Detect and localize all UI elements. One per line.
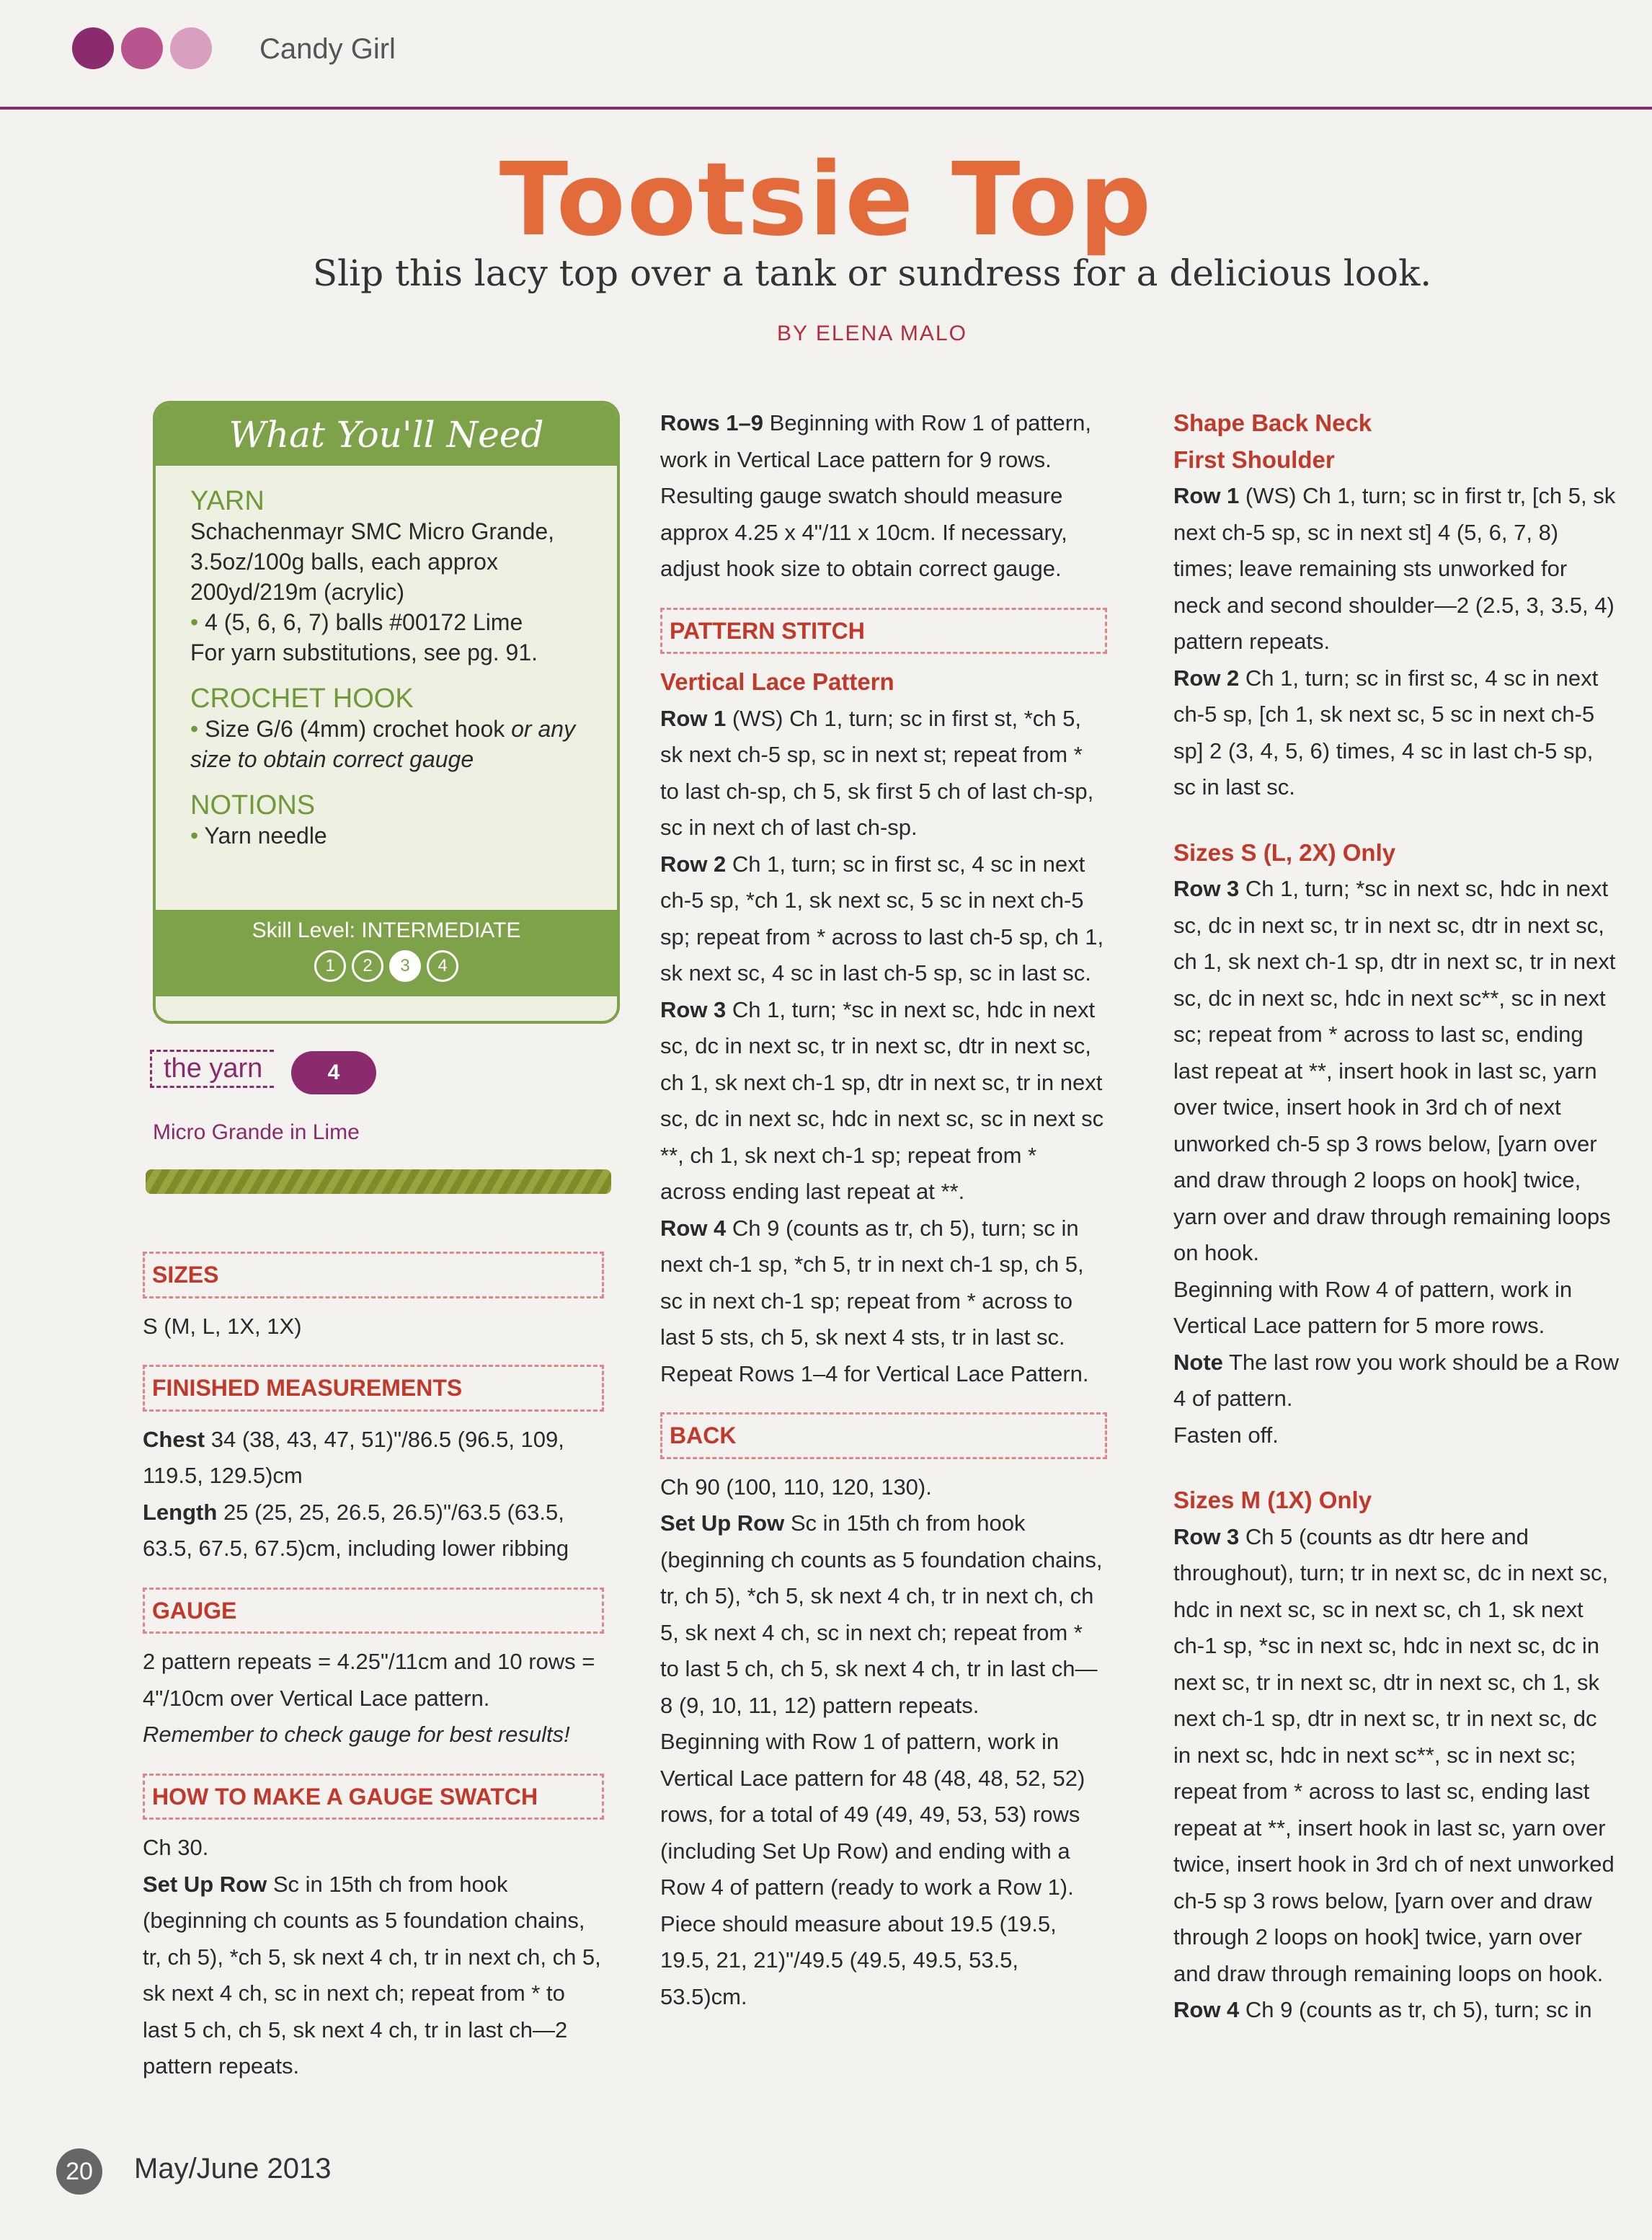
- yarn-label: the yarn: [150, 1050, 274, 1088]
- yarn-heading: YARN: [190, 486, 265, 516]
- lace-row-4: Row 4 Ch 9 (counts as tr, ch 5), turn; sc in next ch-1 sp, *ch 5, tr in next ch-1 sp, ch 5, sc in next ch-1 sp; repeat from * across to last 5 sts, ch 5, sk next 4 sts, tr in last sc. Repeat Rows 1–4 for Vertical Lace Pattern.: [660, 1215, 1089, 1386]
- materials-box-title: What You'll Need: [156, 404, 617, 466]
- more-rows-text: Beginning with Row 4 of pattern, work in Vertical Lace pattern for 5 more rows.: [1173, 1276, 1573, 1338]
- skill-circle-1: 1: [314, 950, 346, 982]
- sizes-m-heading: Sizes M (1X) Only: [1173, 1487, 1372, 1513]
- sizes-m-row-4: Row 4 Ch 9 (counts as tr, ch 5), turn; sc in: [1173, 1997, 1592, 2022]
- swatch-setup-row: Set Up Row Sc in 15th ch from hook (beginning ch counts as 5 foundation chains, tr, ch 5), *ch 5, sk next 4 ch, tr in next ch, ch 5, sk next 4 ch, sc in next ch; repeat from * to last 5 ch, ch 5, sk next 4 ch, tr in last ch—2 pattern repeats.: [143, 1871, 601, 2079]
- back-heading: BACK: [660, 1412, 1107, 1459]
- note-text: Note The last row you work should be a Row 4 of pattern.: [1173, 1349, 1619, 1411]
- lace-row-3: Row 3 Ch 1, turn; *sc in next sc, hdc in next sc, dc in next sc, tr in next sc, dtr in next sc, ch 1, sk next ch-1 sp, dtr in next sc, tr in next sc, dc in next sc, hdc in next sc, sc in next sc **, ch 1, sk next ch-1 sp; repeat from * across ending last repeat at **.: [660, 996, 1104, 1204]
- page-number: 20: [56, 2148, 102, 2195]
- notions-heading: NOTIONS: [190, 790, 316, 820]
- fasten-off: Fasten off.: [1173, 1422, 1279, 1448]
- pattern-stitch-heading: PATTERN STITCH: [660, 608, 1107, 655]
- lace-row-2: Row 2 Ch 1, turn; sc in first sc, 4 sc in next ch-5 sp, *ch 1, sk next sc, 5 sc in next ch-5 sp; repeat from * across to last ch-5 sp, ch 1, sk next sc, 4 sc in last ch-5 sp, sc in last sc.: [660, 851, 1104, 986]
- skill-level-label: Skill Level: INTERMEDIATE: [252, 918, 521, 942]
- series-dots: [72, 27, 212, 69]
- hook-item: • Size G/6 (4mm) crochet hook or any size to obtain correct gauge: [190, 716, 576, 772]
- first-shoulder-heading: First Shoulder: [1173, 446, 1335, 473]
- back-chain: Ch 90 (100, 110, 120, 130).: [660, 1474, 932, 1500]
- series-dot-2: [121, 27, 163, 69]
- yarn-line-2: 3.5oz/100g balls, each approx: [190, 549, 498, 575]
- materials-box-body: [156, 466, 617, 851]
- sizes-s-row-3: Row 3 Ch 1, turn; *sc in next sc, hdc in next sc, dc in next sc, tr in next sc, dtr in next sc, ch 1, sk next ch-1 sp, dtr in next sc, tr in next sc, dc in next sc, hdc in next sc**, sc in next sc; repeat from * across to last sc, ending last repeat at **, insert hook in last sc, yarn over twice, insert hook in 3rd ch of next unworked ch-5 sp 3 rows below, [yarn over and draw through 2 loops on hook] twice, yarn over and draw through remaining loops on hook.: [1173, 876, 1616, 1265]
- yarn-weight-icon: 4: [291, 1051, 376, 1094]
- swatch-chain: Ch 30.: [143, 1835, 209, 1860]
- lace-pattern-heading: Vertical Lace Pattern: [660, 668, 894, 695]
- notions-item: • Yarn needle: [190, 823, 327, 849]
- yarn-line-1: Schachenmayr SMC Micro Grande,: [190, 518, 555, 544]
- yarn-strand-image: [146, 1169, 611, 1194]
- skill-level-bar: [156, 910, 617, 996]
- bullet-icon: •: [190, 716, 199, 742]
- sizes-heading: SIZES: [143, 1252, 604, 1298]
- skill-level-circles: [156, 950, 617, 982]
- yarn-name: Micro Grande in Lime: [153, 1120, 360, 1144]
- byline: BY ELENA MALO: [777, 322, 967, 345]
- column-left: [143, 1252, 604, 2085]
- back-body: Beginning with Row 1 of pattern, work in Vertical Lace pattern for 48 (48, 48, 52, 52) rows, for a total of 49 (49, 49, 53, 53) rows (including Set Up Row) and ending with a Row 4 of pattern (ready to work a Row 1). Piece should measure about 19.5 (19.5, 19.5, 21, 21)"/49.5 (49.5, 49.5, 53.5, 53.5)cm.: [660, 1729, 1085, 2009]
- yarn-amount: • 4 (5, 6, 6, 7) balls #00172 Lime: [190, 609, 523, 635]
- skill-circle-2: 2: [352, 950, 383, 982]
- series-title: Candy Girl: [259, 33, 396, 65]
- sizes-text: S (M, L, 1X, 1X): [143, 1313, 302, 1339]
- swatch-heading: HOW TO MAKE A GAUGE SWATCH: [143, 1774, 604, 1820]
- materials-box: [153, 401, 620, 1024]
- page-subtitle: Slip this lacy top over a tank or sundress for a delicious look.: [312, 252, 1432, 294]
- column-middle: [660, 405, 1107, 2015]
- gauge-heading: GAUGE: [143, 1588, 604, 1634]
- issue-date: May/June 2013: [134, 2153, 332, 2184]
- gauge-note: Remember to check gauge for best results!: [143, 1722, 570, 1747]
- shoulder-row-2: Row 2 Ch 1, turn; sc in first sc, 4 sc in next ch-5 sp, [ch 1, sk next sc, 5 sc in next ch-5 sp] 2 (3, 4, 5, 6) times, 4 sc in last ch-5 sp, sc in last sc.: [1173, 665, 1599, 800]
- yarn-line-3: 200yd/219m (acrylic): [190, 579, 404, 605]
- series-dot-1: [72, 27, 114, 69]
- bullet-icon: •: [190, 823, 199, 849]
- length-text: Length 25 (25, 25, 26.5, 26.5)"/63.5 (63.5, 63.5, 67.5, 67.5)cm, including lower ribbing: [143, 1499, 569, 1561]
- yarn-substitution: For yarn substitutions, see pg. 91.: [190, 639, 538, 665]
- chest-text: Chest 34 (38, 43, 47, 51)"/86.5 (96.5, 109, 119.5, 129.5)cm: [143, 1426, 564, 1488]
- back-setup-row: Set Up Row Sc in 15th ch from hook (beginning ch counts as 5 foundation chains, tr, ch 5), *ch 5, sk next 4 ch, tr in next ch, ch 5, sk next 4 ch, sc in next ch; repeat from * to last 5 ch, ch 5, sk next 4 ch, tr in last ch—8 (9, 10, 11, 12) pattern repeats.: [660, 1510, 1103, 1718]
- skill-circle-3-active: 3: [389, 950, 421, 982]
- sizes-m-row-3: Row 3 Ch 5 (counts as dtr here and throughout), turn; tr in next sc, dc in next sc, hdc in next sc, sc in next sc, ch 1, sk next ch-1 sp, *sc in next sc, hdc in next sc, dc in next sc, tr in next sc, dtr in next sc, ch 1, sk next ch-1 sp, dtr in next sc, tr in next sc, dc in next sc, hdc in next sc**, sc in next sc; repeat from * across to last sc, ending last repeat at **, insert hook in last sc, yarn over twice, insert hook in 3rd ch of next unworked ch-5 sp 3 rows below, [yarn over and draw through 2 loops on hook] twice, yarn over and draw through remaining loops on hook.: [1173, 1523, 1615, 1986]
- lace-row-1: Row 1 (WS) Ch 1, turn; sc in first st, *ch 5, sk next ch-5 sp, sc in next st; repeat from * to last ch-sp, ch 5, sk first 5 ch of last ch-sp, sc in next ch of last ch-sp.: [660, 705, 1094, 840]
- skill-circle-4: 4: [427, 950, 458, 982]
- sizes-s-heading: Sizes S (L, 2X) Only: [1173, 838, 1396, 866]
- shoulder-row-1: Row 1 (WS) Ch 1, turn; sc in first tr, [ch 5, sk next ch-5 sp, sc in next st] 4 (5, 6, 7, 8) times; leave remaining sts unworked for neck and second shoulder—2 (2.5, 3, 3.5, 4) pattern repeats.: [1173, 483, 1616, 654]
- back-neck-heading: Shape Back Neck: [1173, 410, 1372, 436]
- series-dot-3: [170, 27, 212, 69]
- gauge-text: 2 pattern repeats = 4.25"/11cm and 10 rows = 4"/10cm over Vertical Lace pattern.: [143, 1649, 595, 1711]
- header-rule: [0, 107, 1652, 110]
- rows-1-9: Rows 1–9 Beginning with Row 1 of pattern, work in Vertical Lace pattern for 9 rows. Resulting gauge swatch should measure approx 4.25 x 4"/11 x 10cm. If necessary, adjust hook size to obtain correct gauge.: [660, 410, 1091, 581]
- page-title: Tootsie Top: [499, 141, 1153, 259]
- hook-heading: CROCHET HOOK: [190, 683, 414, 714]
- measurements-heading: FINISHED MEASUREMENTS: [143, 1365, 604, 1412]
- bullet-icon: •: [190, 609, 199, 635]
- column-right: [1173, 405, 1620, 2029]
